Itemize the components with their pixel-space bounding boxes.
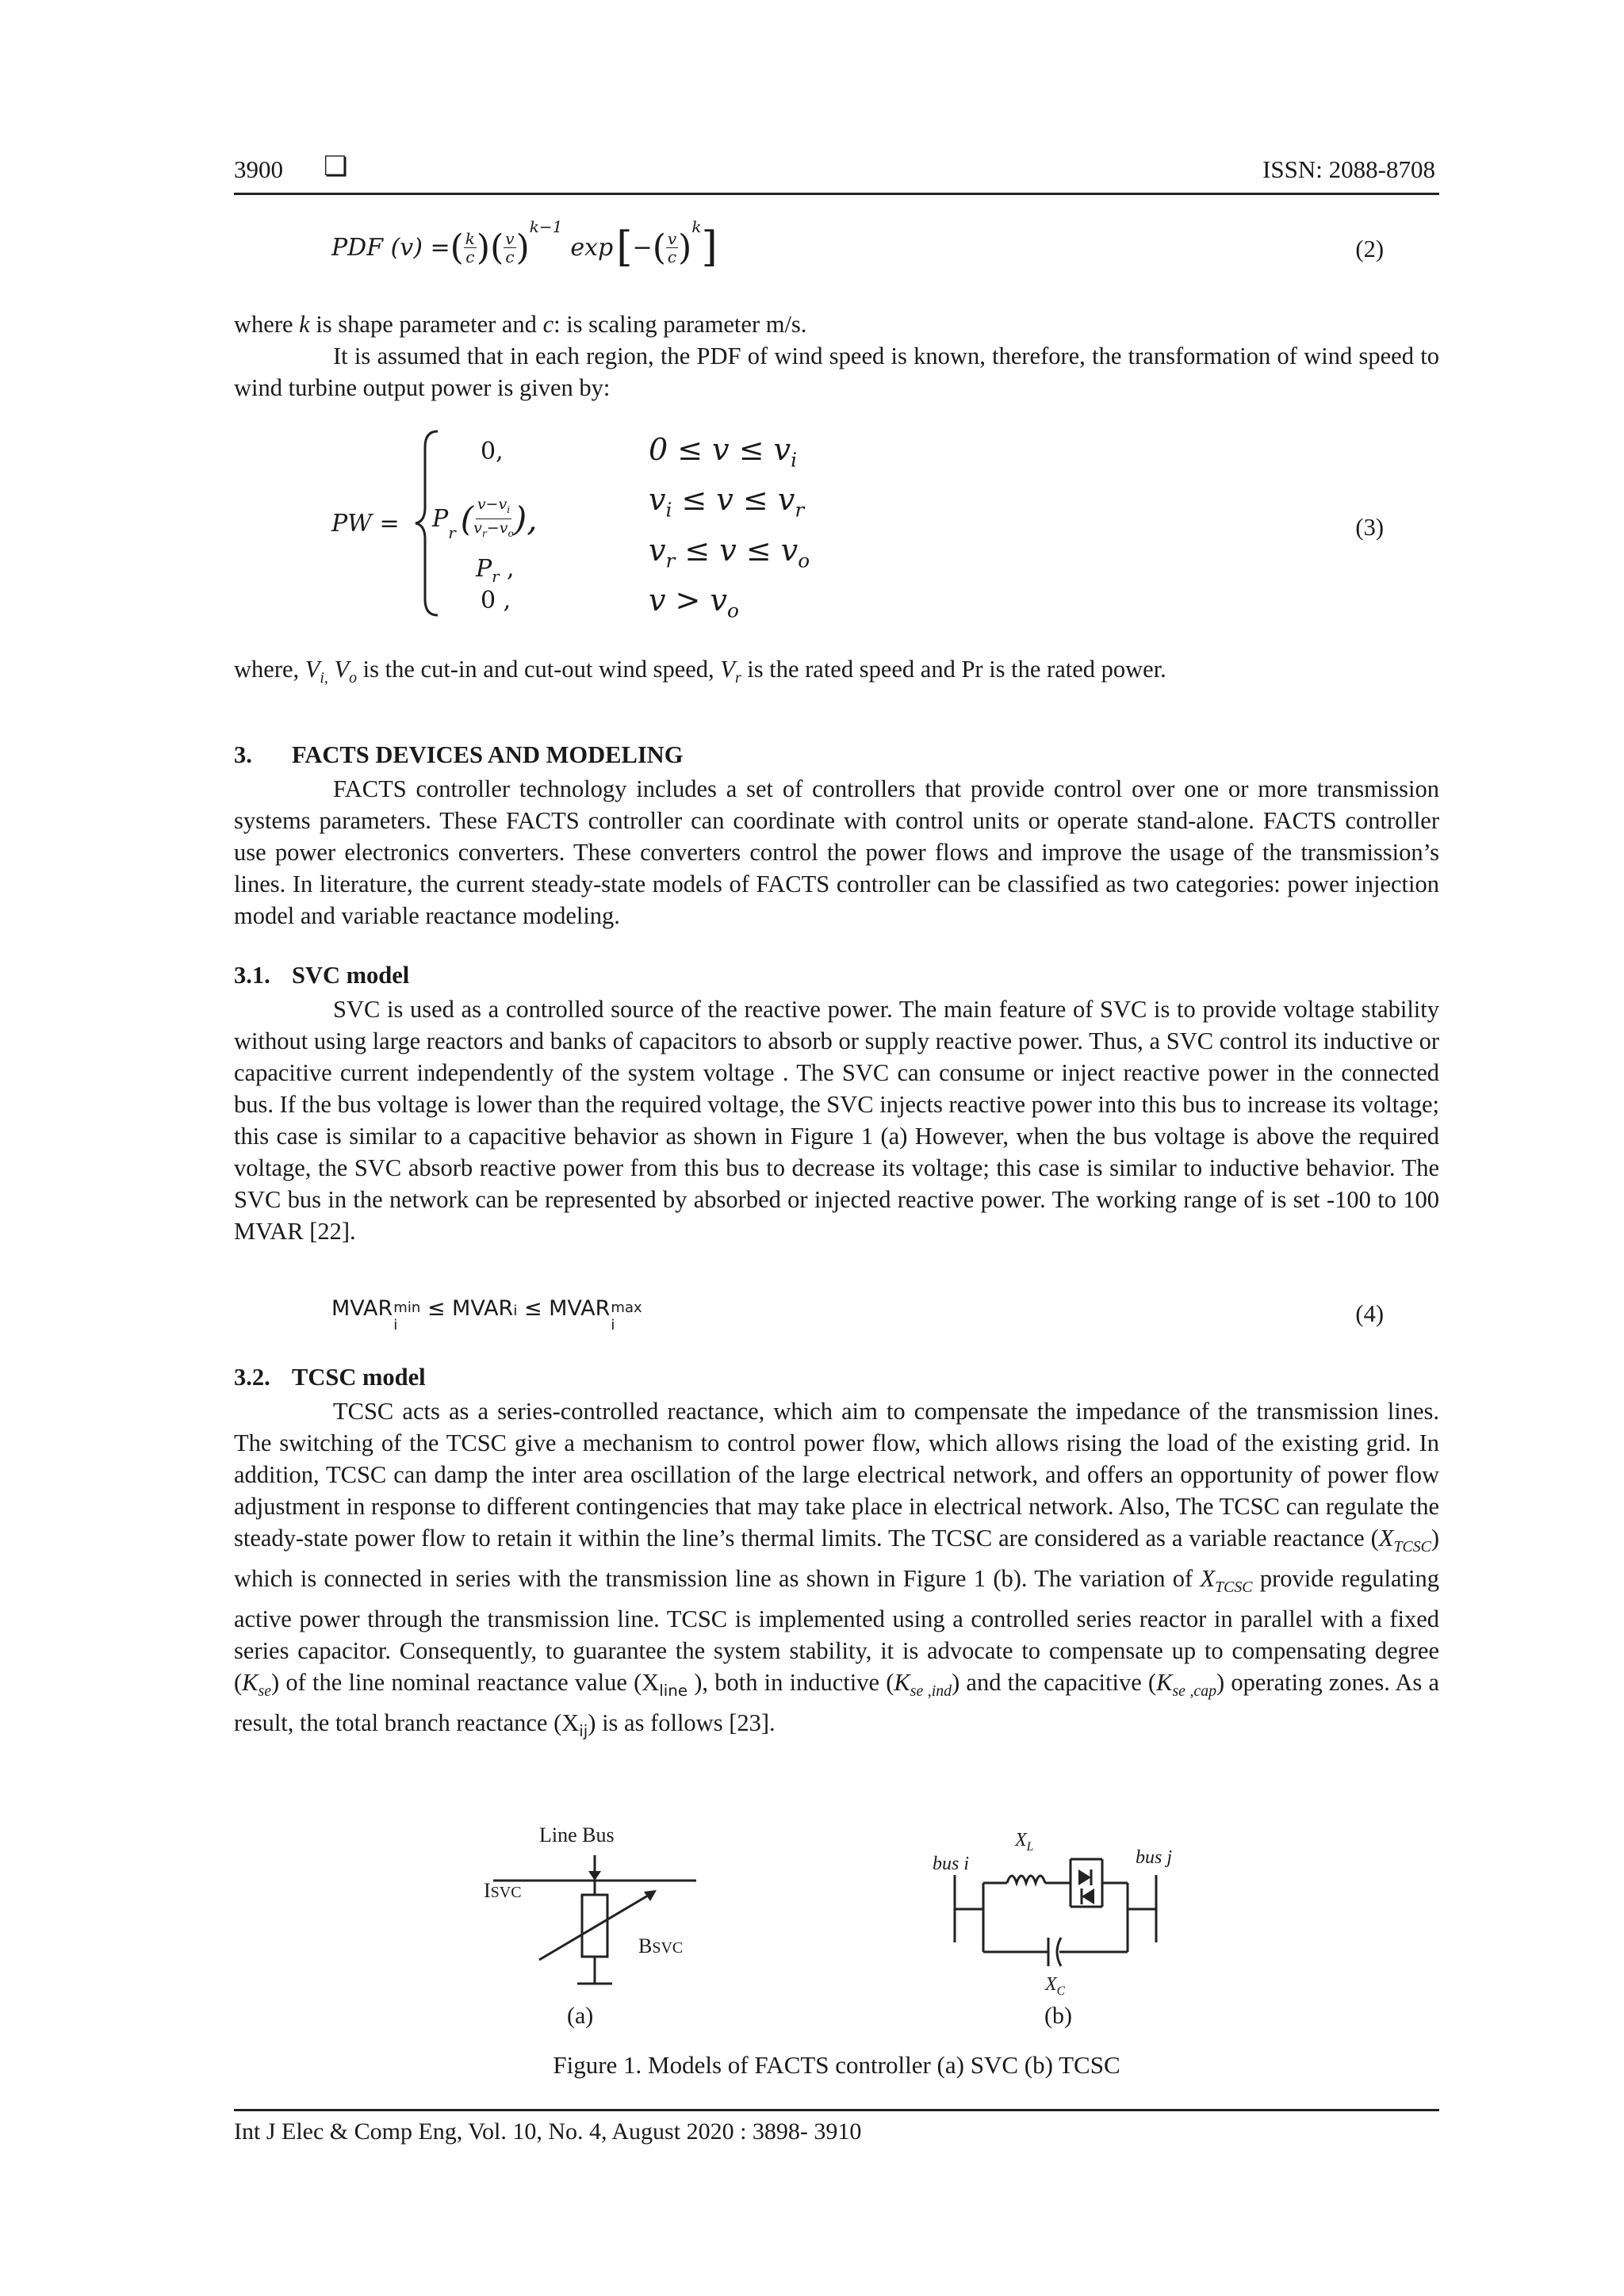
equation-2-number: (2) bbox=[1355, 235, 1384, 262]
svc-susceptance-label: BSVC bbox=[638, 1934, 684, 1957]
eq3-cond3: $v_r \le v \le v_o$ bbox=[649, 533, 810, 572]
svc-line-bus-label: Line Bus bbox=[539, 1823, 615, 1846]
tcsc-inductor bbox=[1007, 1876, 1045, 1883]
tcsc-xl-label: $X_L$ bbox=[1015, 1830, 1034, 1854]
box-icon: ❏ bbox=[324, 151, 348, 182]
eq3-row1: 0, bbox=[481, 438, 504, 465]
eq2-frac1: $\frac{k}{c}$ bbox=[465, 228, 475, 266]
section-3-number: 3. bbox=[234, 741, 252, 768]
equation-2: PDF (v) = ( $\frac{k}{c}$ ) ( $\frac{v}{c}$ ) k−1 exp [ − ( $\frac{v}{c}$ ) k ] bbox=[331, 217, 718, 271]
eq2-minus: − bbox=[632, 233, 653, 262]
eq2-power: k−1 bbox=[529, 217, 563, 236]
where-v-text: where, $V_{i,}$ $V_o$ is the cut-in and cut-out wind speed, $V_r$ is the rated speed and Pr is the rated power. bbox=[234, 656, 1166, 687]
tcsc-thyristor-reverse bbox=[1082, 1888, 1094, 1904]
eq3-cond1: $0 \le v \le v_i$ bbox=[649, 432, 798, 472]
eq3-cond4: $v > v_o$ bbox=[649, 583, 739, 622]
eq2-power2: k bbox=[691, 217, 702, 236]
eq3-row2: P $_r$ ( $\frac{v-v_i}{v_r-v_o}$ ), bbox=[432, 496, 538, 542]
eq2-frac2: $\frac{v}{c}$ bbox=[505, 228, 515, 266]
eq2-exp: exp bbox=[570, 233, 614, 262]
tcsc-thyristor-forward bbox=[1078, 1869, 1091, 1885]
eq3-lhs: PW = bbox=[331, 510, 400, 538]
figure-label-a: (a) bbox=[567, 2003, 594, 2029]
eq3-cond2: $v_i \le v \le v_r$ bbox=[649, 482, 805, 522]
page-number: 3900 bbox=[234, 155, 283, 183]
footer-citation: Int J Elec & Comp Eng, Vol. 10, No. 4, August 2020 : 3898- 3910 bbox=[234, 2118, 862, 2145]
figure-caption: Figure 1. Models of FACTS controller (a) SVC (b) TCSC bbox=[553, 2051, 1120, 2079]
where-k-text: where k is shape parameter and c: is scaling parameter m/s. bbox=[234, 311, 807, 338]
tcsc-diagram bbox=[944, 1839, 1174, 1982]
eq3-row4: 0 , bbox=[481, 587, 511, 614]
svc-current-label: ISVC bbox=[484, 1879, 522, 1902]
svc-arrow-down-head bbox=[588, 1871, 601, 1881]
eq2-lhs: PDF (v) = bbox=[331, 233, 450, 262]
footer-rule bbox=[234, 2109, 1439, 2111]
equation-3-number: (3) bbox=[1355, 514, 1384, 541]
eq2-frac3: $\frac{v}{c}$ bbox=[667, 228, 677, 266]
section-32-number: 3.2. bbox=[234, 1364, 270, 1391]
section-3-title: FACTS DEVICES AND MODELING bbox=[292, 741, 684, 768]
tcsc-bus-i-label: bus i bbox=[933, 1854, 970, 1874]
assumed-paragraph: It is assumed that in each region, the PDF of wind speed is known, therefore, the transformation of wind speed to wind turbine output power is given by: bbox=[234, 342, 1439, 401]
figure-label-b: (b) bbox=[1044, 2003, 1072, 2029]
section-3-body: FACTS controller technology includes a set of controllers that provide control over one or more transmission systems parameters. These FACTS controller can coordinate with control units or operate stand-alone. FACTS controller use power electronics converters. These converters control the power flows and improve the usage of the transmission’s lines. In literature, the current steady-state models of FACTS controller can be classified as two categories: power injection model and variable reactance modeling. bbox=[234, 775, 1439, 929]
section-31-body: SVC is used as a controlled source of the reactive power. The main feature of SVC is to provide voltage stability without using large reactors and banks of capacitors to absorb or supply reactive power. Thus, a SVC control its inductive or capacitive current independently of the system voltage . The SVC can consume or inject reactive power in the connected bus. If the bus voltage is lower than the required voltage, the SVC injects reactive power into this bus to increase its voltage; this case is similar to a capacitive behavior as shown in Figure 1 (a) However, when the bus voltage is above the required voltage, the SVC absorb reactive power from this bus to decrease its voltage; this case is similar to inductive behavior. The SVC bus in the network can be represented by absorbed or injected reactive power. The working range of is set -100 to 100 MVAR [22]. bbox=[234, 996, 1439, 1245]
header-rule bbox=[234, 193, 1439, 195]
eq3-row3: $P_r$ , bbox=[476, 555, 515, 586]
section-31-number: 3.1. bbox=[234, 962, 270, 989]
section-32-body: TCSC acts as a series-controlled reactance, which aim to compensate the impedance of the transmission lines. The switching of the TCSC give a mechanism to control power flow, which allows rising the load of the existing grid. In addition, TCSC can damp the inter area oscillation of the large electrical network, and offers an opportunity of power flow adjustment in response to different contingencies that may take place in electrical network. Also, The TCSC can regulate the steady-state power flow to retain it within the line’s thermal limits. The TCSC are considered as a variable reactance $(X_{TCSC})$ which is connected in series with the transmission line as shown in Figure 1 (b). The variation of $X_{TCSC}$ provide regulating active power through the transmission line. TCSC is implemented using a controlled series reactor in parallel with a fixed series capacitor. Consequently, to guarantee the system stability, it is advocate to compensate up to compensating degree $(K_{se})$ of the line nominal reactance value ($X_{line}$ ), both in inductive $(K_{se ,ind})$ and the capacitive $(K_{se ,cap})$ operating zones. As a result, the total branch reactance $(X_{ij})$ is as follows [23]. bbox=[234, 1398, 1439, 1741]
issn: ISSN: 2088-8708 bbox=[1262, 155, 1435, 183]
svc-variable-arrow bbox=[539, 1893, 652, 1960]
section-32-title: TCSC model bbox=[292, 1364, 426, 1391]
tcsc-bus-j-label: bus j bbox=[1136, 1847, 1173, 1868]
equation-4-number: (4) bbox=[1355, 1300, 1384, 1327]
equation-4: MVAR min i ≤ MVAR i ≤ MVAR max i bbox=[331, 1296, 642, 1334]
tcsc-xc-label: $X_C$ bbox=[1045, 1974, 1066, 1998]
section-31-title: SVC model bbox=[292, 962, 410, 989]
svc-diagram bbox=[484, 1847, 706, 2006]
